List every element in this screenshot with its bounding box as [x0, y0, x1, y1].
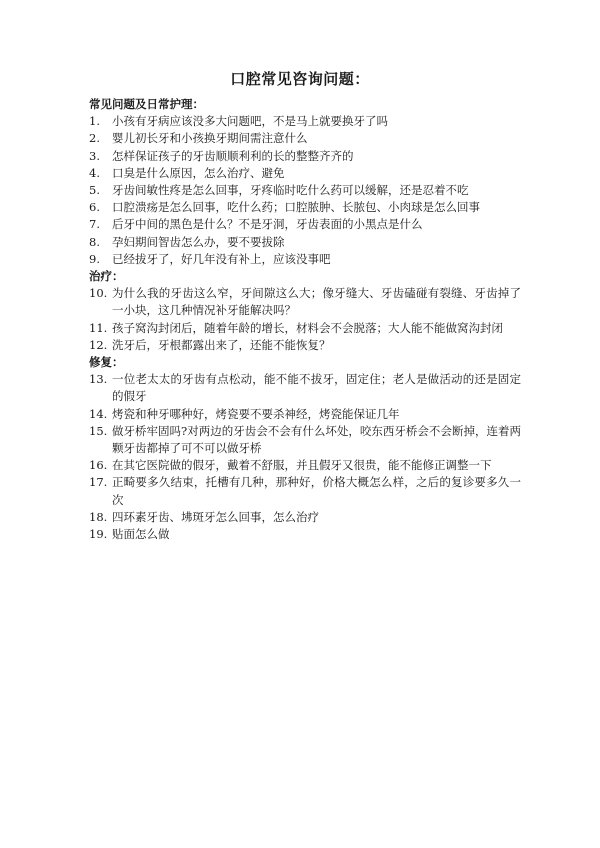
item-text: 口腔溃疡是怎么回事，吃什么药；口腔脓肿、长脓包、小肉球是怎么回事: [112, 200, 480, 215]
item-text: 孕妇期间智齿怎么办，要不要拔除: [112, 234, 285, 249]
item-text: 一位老太太的牙齿有点松动，能不能不拔牙，固定住；老人是做活动的还是固定的假牙: [112, 372, 521, 404]
list-item: [89, 251, 521, 268]
item-number: 16.: [89, 458, 108, 473]
item-text: 烤瓷和种牙哪种好，烤瓷要不要杀神经，烤瓷能保证几年: [112, 406, 400, 421]
item-text: 做牙桥牢固吗?对两边的牙齿会不会有什么坏处，咬东西牙桥会不会断掉，连着两颗牙齿都掉了可不可以做牙桥: [112, 423, 521, 456]
list-item: [89, 474, 521, 508]
item-number: 10.: [89, 286, 108, 301]
list-item: [89, 285, 521, 319]
list-item: [89, 234, 521, 251]
list-item: [89, 457, 521, 474]
list-item: [89, 130, 521, 147]
list-item: [89, 320, 521, 337]
list-item: [89, 526, 521, 543]
item-text: 孩子窝沟封闭后，随着年龄的增长，材料会不会脱落；大人能不能做窝沟封闭: [112, 320, 503, 335]
item-number: 18.: [89, 509, 108, 524]
item-text: 牙齿间敏性疼是怎么回事，牙疼临时吃什么药可以缓解，还是忍着不吃: [112, 183, 469, 198]
list-item: [89, 423, 521, 457]
item-number: 14.: [89, 406, 108, 421]
item-number: 12.: [89, 337, 108, 352]
item-text: 为什么我的牙齿这么窄，牙间隙这么大；像牙缝大、牙齿磕碰有裂缝、牙齿掉了一小块，这几种情况补牙能解决吗？: [112, 286, 521, 318]
item-number: 13.: [89, 372, 108, 387]
item-number: 3.: [89, 148, 100, 163]
list-item: [89, 406, 521, 423]
item-number: 5.: [89, 183, 100, 198]
item-number: 19.: [89, 527, 108, 542]
item-text: 怎样保证孩子的牙齿顺顺利利的长的整整齐齐的: [112, 148, 354, 163]
item-text: 洗牙后，牙根都露出来了，还能不能恢复？: [112, 337, 331, 352]
section-heading-restoration: 修复：: [89, 355, 124, 370]
item-number: 11.: [89, 320, 108, 335]
item-number: 15.: [89, 423, 108, 438]
item-number: 17.: [89, 475, 108, 490]
section-heading-daily-care: 常见问题及日常护理：: [89, 97, 204, 111]
item-text: 口臭是什么原因，怎么治疗、避免: [112, 165, 285, 180]
item-text: 后牙中间的黑色是什么？不是牙洞，牙齿表面的小黑点是什么: [112, 217, 423, 232]
document-body: [89, 96, 521, 543]
list-item: [89, 165, 521, 182]
list-item: [89, 148, 521, 165]
item-number: 6.: [89, 200, 100, 215]
item-text: 已经拔牙了，好几年没有补上，应该没事吧: [112, 251, 331, 266]
item-text: 在其它医院做的假牙，戴着不舒服，并且假牙又很贵，能不能修正调整一下: [112, 458, 492, 473]
section-heading-treatment: 治疗：: [89, 269, 124, 284]
item-number: 9.: [89, 251, 100, 266]
list-item: [89, 216, 521, 233]
item-text: 小孩有牙病应该没多大问题吧，不是马上就要换牙了吗: [112, 114, 388, 129]
item-number: 8.: [89, 234, 100, 249]
item-number: 2.: [89, 131, 100, 146]
item-text: 正畸要多久结束，托槽有几种，那种好，价格大概怎么样，之后的复诊要多久一次: [112, 475, 521, 507]
item-text: 四环素牙齿、坲斑牙怎么回事，怎么治疗: [112, 509, 319, 524]
item-number: 7.: [89, 217, 100, 232]
list-item: [89, 337, 521, 354]
item-number: 4.: [89, 165, 100, 180]
list-item: [89, 199, 521, 216]
list-item: [89, 509, 521, 526]
document-title: 口腔常见咨询问题：: [230, 70, 370, 88]
list-item: [89, 113, 521, 130]
item-text: 贴面怎么做: [112, 527, 170, 542]
list-item: [89, 182, 521, 199]
item-number: 1.: [89, 114, 100, 129]
list-item: [89, 371, 521, 405]
item-text: 婴儿初长牙和小孩换牙期间需注意什么: [112, 131, 308, 146]
